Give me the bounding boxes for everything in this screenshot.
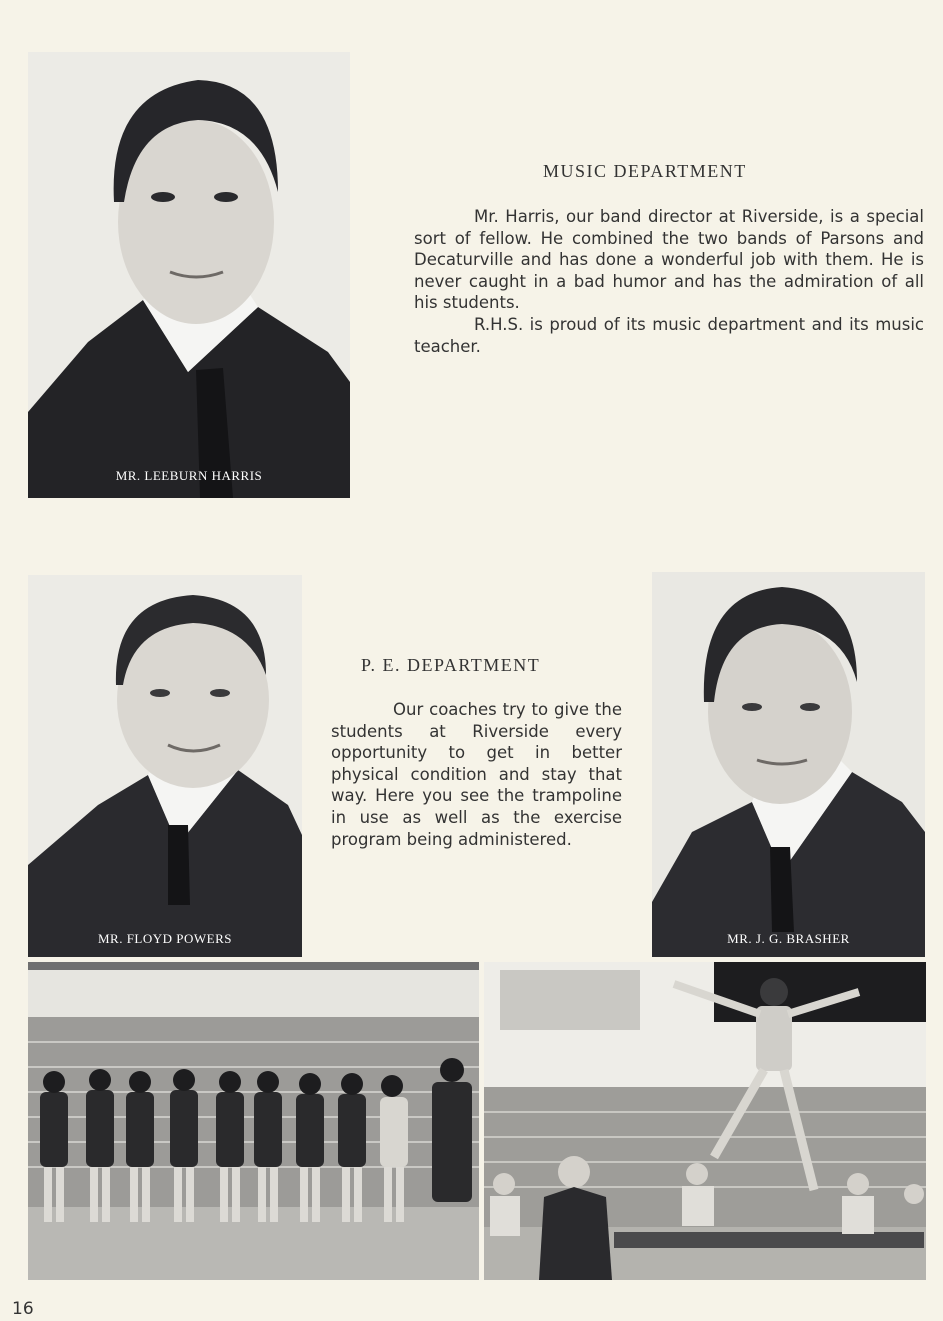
music-paragraph-1: Mr. Harris, our band director at Riverside, is a special sort of fellow. He combined the two bands of Parsons and Decaturville and has done a wonderful job with them. He is never caught in a bad humor and has the admiration of all his students. (414, 207, 924, 313)
music-paragraph-2: R.H.S. is proud of its music department and its music teacher. (414, 314, 924, 356)
page-number: 16 (12, 1299, 34, 1319)
music-department-text (414, 206, 924, 357)
portrait-floyd-powers (28, 575, 302, 957)
exercise-program-photo (28, 962, 479, 1280)
portrait-jg-brasher (652, 572, 925, 957)
music-department-heading: MUSIC DEPARTMENT (543, 161, 747, 181)
photo-caption-harris: MR. LEEBURN HARRIS (115, 468, 263, 483)
pe-paragraph: Our coaches try to give the students at Riverside every opportunity to get in better physical condition and stay that way. Here you see the trampoline in use as well as the exercise program being administered. (331, 700, 622, 849)
photo-caption-brasher: MR. J. G. BRASHER (727, 931, 850, 946)
portrait-leeburn-harris (28, 52, 350, 498)
pe-department-heading: P. E. DEPARTMENT (361, 655, 541, 675)
trampoline-photo (484, 962, 926, 1280)
photo-caption-powers: MR. FLOYD POWERS (97, 931, 233, 946)
pe-department-text (331, 699, 622, 850)
